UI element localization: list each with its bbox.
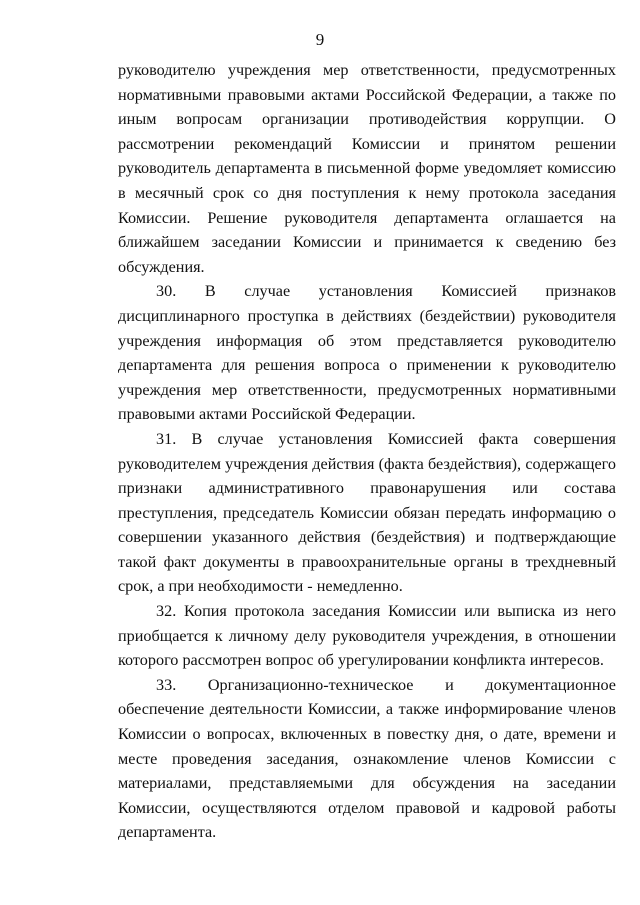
paragraph-32: 32. Копия протокола заседания Комиссии или выписка из него приобщается к личному делу руководителя учреждения, в отношении которого рассмотрен вопрос об урегулировании конфликта интересов.	[118, 602, 616, 670]
page-number: 9	[315, 30, 325, 49]
paragraph-31: 31. В случае установления Комиссией факта совершения руководителем учреждения действия (факта бездействия), содержащего признаки административного правонарушения или состава преступления, председатель Комиссии обязан передать информацию о совершении указанного действия (бездействия) и подтверждающие такой факт документы в правоохранительные органы в трехдневный срок, а при необходимости - немедленно.	[118, 429, 616, 596]
paragraph-continuation: руководителю учреждения мер ответственности, предусмотренных нормативными правовыми актами Российской Федерации, а также по иным вопросам организации противодействия коррупции. О рассмотрении рекомендаций Комиссии и принятом решении руководитель департамента в письменной форме уведомляет комиссию в месячный срок со дня поступления к нему протокола заседания Комиссии. Решение руководителя департамента оглашается на ближайшем заседании Комиссии и принимается к сведению без обсуждения.	[118, 61, 616, 276]
paragraph-30: 30. В случае установления Комиссией признаков дисциплинарного проступка в действиях (бездействии) руководителя учреждения информация об этом представляется руководителю департамента для решения вопроса о применении к руководителю учреждения мер ответственности, предусмотренных нормативными правовыми актами Российской Федерации.	[118, 282, 616, 424]
paragraph-33: 33. Организационно-техническое и документационное обеспечение деятельности Комиссии, а также информирование членов Комиссии о вопросах, включенных в повестку дня, о дате, времени и месте проведения заседания, ознакомление членов Комиссии с материалами, представляемыми для обсуждения на заседании Комиссии, осуществляются отделом правовой и кадровой работы департамента.	[118, 675, 616, 842]
document-body	[118, 58, 616, 845]
